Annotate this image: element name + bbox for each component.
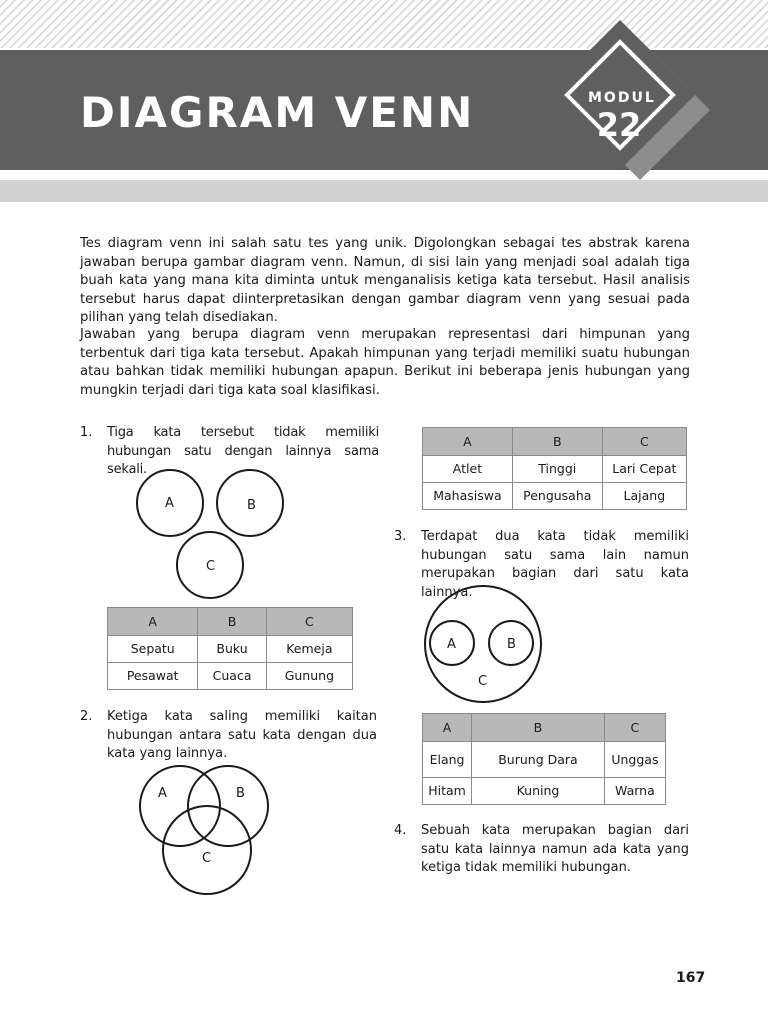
table-cell: Buku bbox=[198, 636, 266, 663]
table-header-cell: A bbox=[423, 714, 472, 742]
table-cell: Burung Dara bbox=[472, 742, 605, 778]
example-table-nested bbox=[422, 713, 666, 805]
table-cell: Elang bbox=[423, 742, 472, 778]
intro-paragraph-2: Jawaban yang berupa diagram venn merupakan representasi dari himpunan yang terbentuk dari tiga kata tersebut. Apakah himpunan yang terjadi memiliki suatu hubungan atau bahkan tidak memiliki hubungan apapun. Berikut ini beberapa jenis hubungan yang mungkin terjadi dari tiga kata soal klasifikasi. bbox=[80, 327, 690, 398]
venn-label-a: A bbox=[165, 496, 174, 511]
table-header-row bbox=[108, 608, 353, 636]
venn-diagram-nested bbox=[420, 585, 550, 705]
table-header-cell: C bbox=[602, 428, 686, 456]
venn-label-c: C bbox=[478, 674, 488, 689]
table-cell: Pengusaha bbox=[512, 483, 602, 510]
page-number: 167 bbox=[676, 970, 706, 986]
table-row bbox=[108, 636, 353, 663]
table-header-row bbox=[423, 428, 687, 456]
table-cell: Lari Cepat bbox=[602, 456, 686, 483]
module-badge-number: 22 bbox=[596, 106, 642, 144]
table-header-cell: B bbox=[198, 608, 266, 636]
venn-label-a: A bbox=[447, 637, 456, 652]
table-row bbox=[108, 663, 353, 690]
example-table-overlapping bbox=[422, 427, 687, 510]
venn-label-b: B bbox=[247, 498, 256, 513]
table-row bbox=[423, 742, 666, 778]
table-row bbox=[423, 778, 666, 805]
table-cell: Cuaca bbox=[198, 663, 266, 690]
venn-label-b: B bbox=[507, 637, 516, 652]
table-header-cell: C bbox=[266, 608, 352, 636]
page-title: DIAGRAM VENN bbox=[80, 88, 475, 137]
table-cell: Lajang bbox=[602, 483, 686, 510]
table-cell: Warna bbox=[604, 778, 665, 805]
table-cell: Hitam bbox=[423, 778, 472, 805]
list-item-text: Ketiga kata saling memiliki kaitan hubungan antara satu kata dengan dua kata yang lainnya. bbox=[107, 709, 377, 761]
venn-diagram-overlapping bbox=[130, 762, 280, 897]
table-cell: Atlet bbox=[423, 456, 513, 483]
table-header-row bbox=[423, 714, 666, 742]
table-cell: Sepatu bbox=[108, 636, 198, 663]
table-cell: Pesawat bbox=[108, 663, 198, 690]
list-item-number: 4. bbox=[394, 823, 407, 838]
venn-diagram-disjoint bbox=[130, 465, 280, 605]
table-header-cell: B bbox=[512, 428, 602, 456]
venn-label-b: B bbox=[236, 786, 245, 801]
venn-circle-c bbox=[163, 806, 251, 894]
table-cell: Mahasiswa bbox=[423, 483, 513, 510]
list-item-text: Sebuah kata merupakan bagian dari satu kata lainnya namun ada kata yang ketiga tidak memiliki hubungan. bbox=[421, 823, 689, 875]
table-header-cell: C bbox=[604, 714, 665, 742]
table-row bbox=[423, 483, 687, 510]
list-item-number: 3. bbox=[394, 529, 407, 544]
list-item-number: 1. bbox=[80, 425, 93, 440]
venn-label-c: C bbox=[202, 851, 212, 866]
list-item-text: Terdapat dua kata tidak memiliki hubungan satu sama lain namun merupakan bagian dari satu kata lainnya. bbox=[421, 529, 689, 600]
venn-label-a: A bbox=[158, 786, 167, 801]
table-cell: Kuning bbox=[472, 778, 605, 805]
table-header-cell: A bbox=[423, 428, 513, 456]
table-row bbox=[423, 456, 687, 483]
venn-label-c: C bbox=[206, 559, 216, 574]
table-cell: Gunung bbox=[266, 663, 352, 690]
example-table-disjoint bbox=[107, 607, 353, 690]
list-item-number: 2. bbox=[80, 709, 93, 724]
table-header-cell: B bbox=[472, 714, 605, 742]
module-badge-label: MODUL bbox=[588, 90, 656, 106]
list-item-text: Tiga kata tersebut tidak memiliki hubungan satu dengan lainnya sama sekali. bbox=[107, 425, 379, 477]
intro-paragraph-1: Tes diagram venn ini salah satu tes yang unik. Digolongkan sebagai tes abstrak karena jawaban berupa gambar diagram venn. Namun, di sisi lain yang menjadi soal adalah tiga buah kata yang mana kita diminta untuk menganalisis ketiga kata tersebut. Hasil analisis tersebut harus dapat diinterpretasikan dengan gambar diagram venn yang sesuai pada pilihan yang telah disediakan. bbox=[80, 236, 690, 326]
table-cell: Kemeja bbox=[266, 636, 352, 663]
table-cell: Tinggi bbox=[512, 456, 602, 483]
table-header-cell: A bbox=[108, 608, 198, 636]
table-cell: Unggas bbox=[604, 742, 665, 778]
